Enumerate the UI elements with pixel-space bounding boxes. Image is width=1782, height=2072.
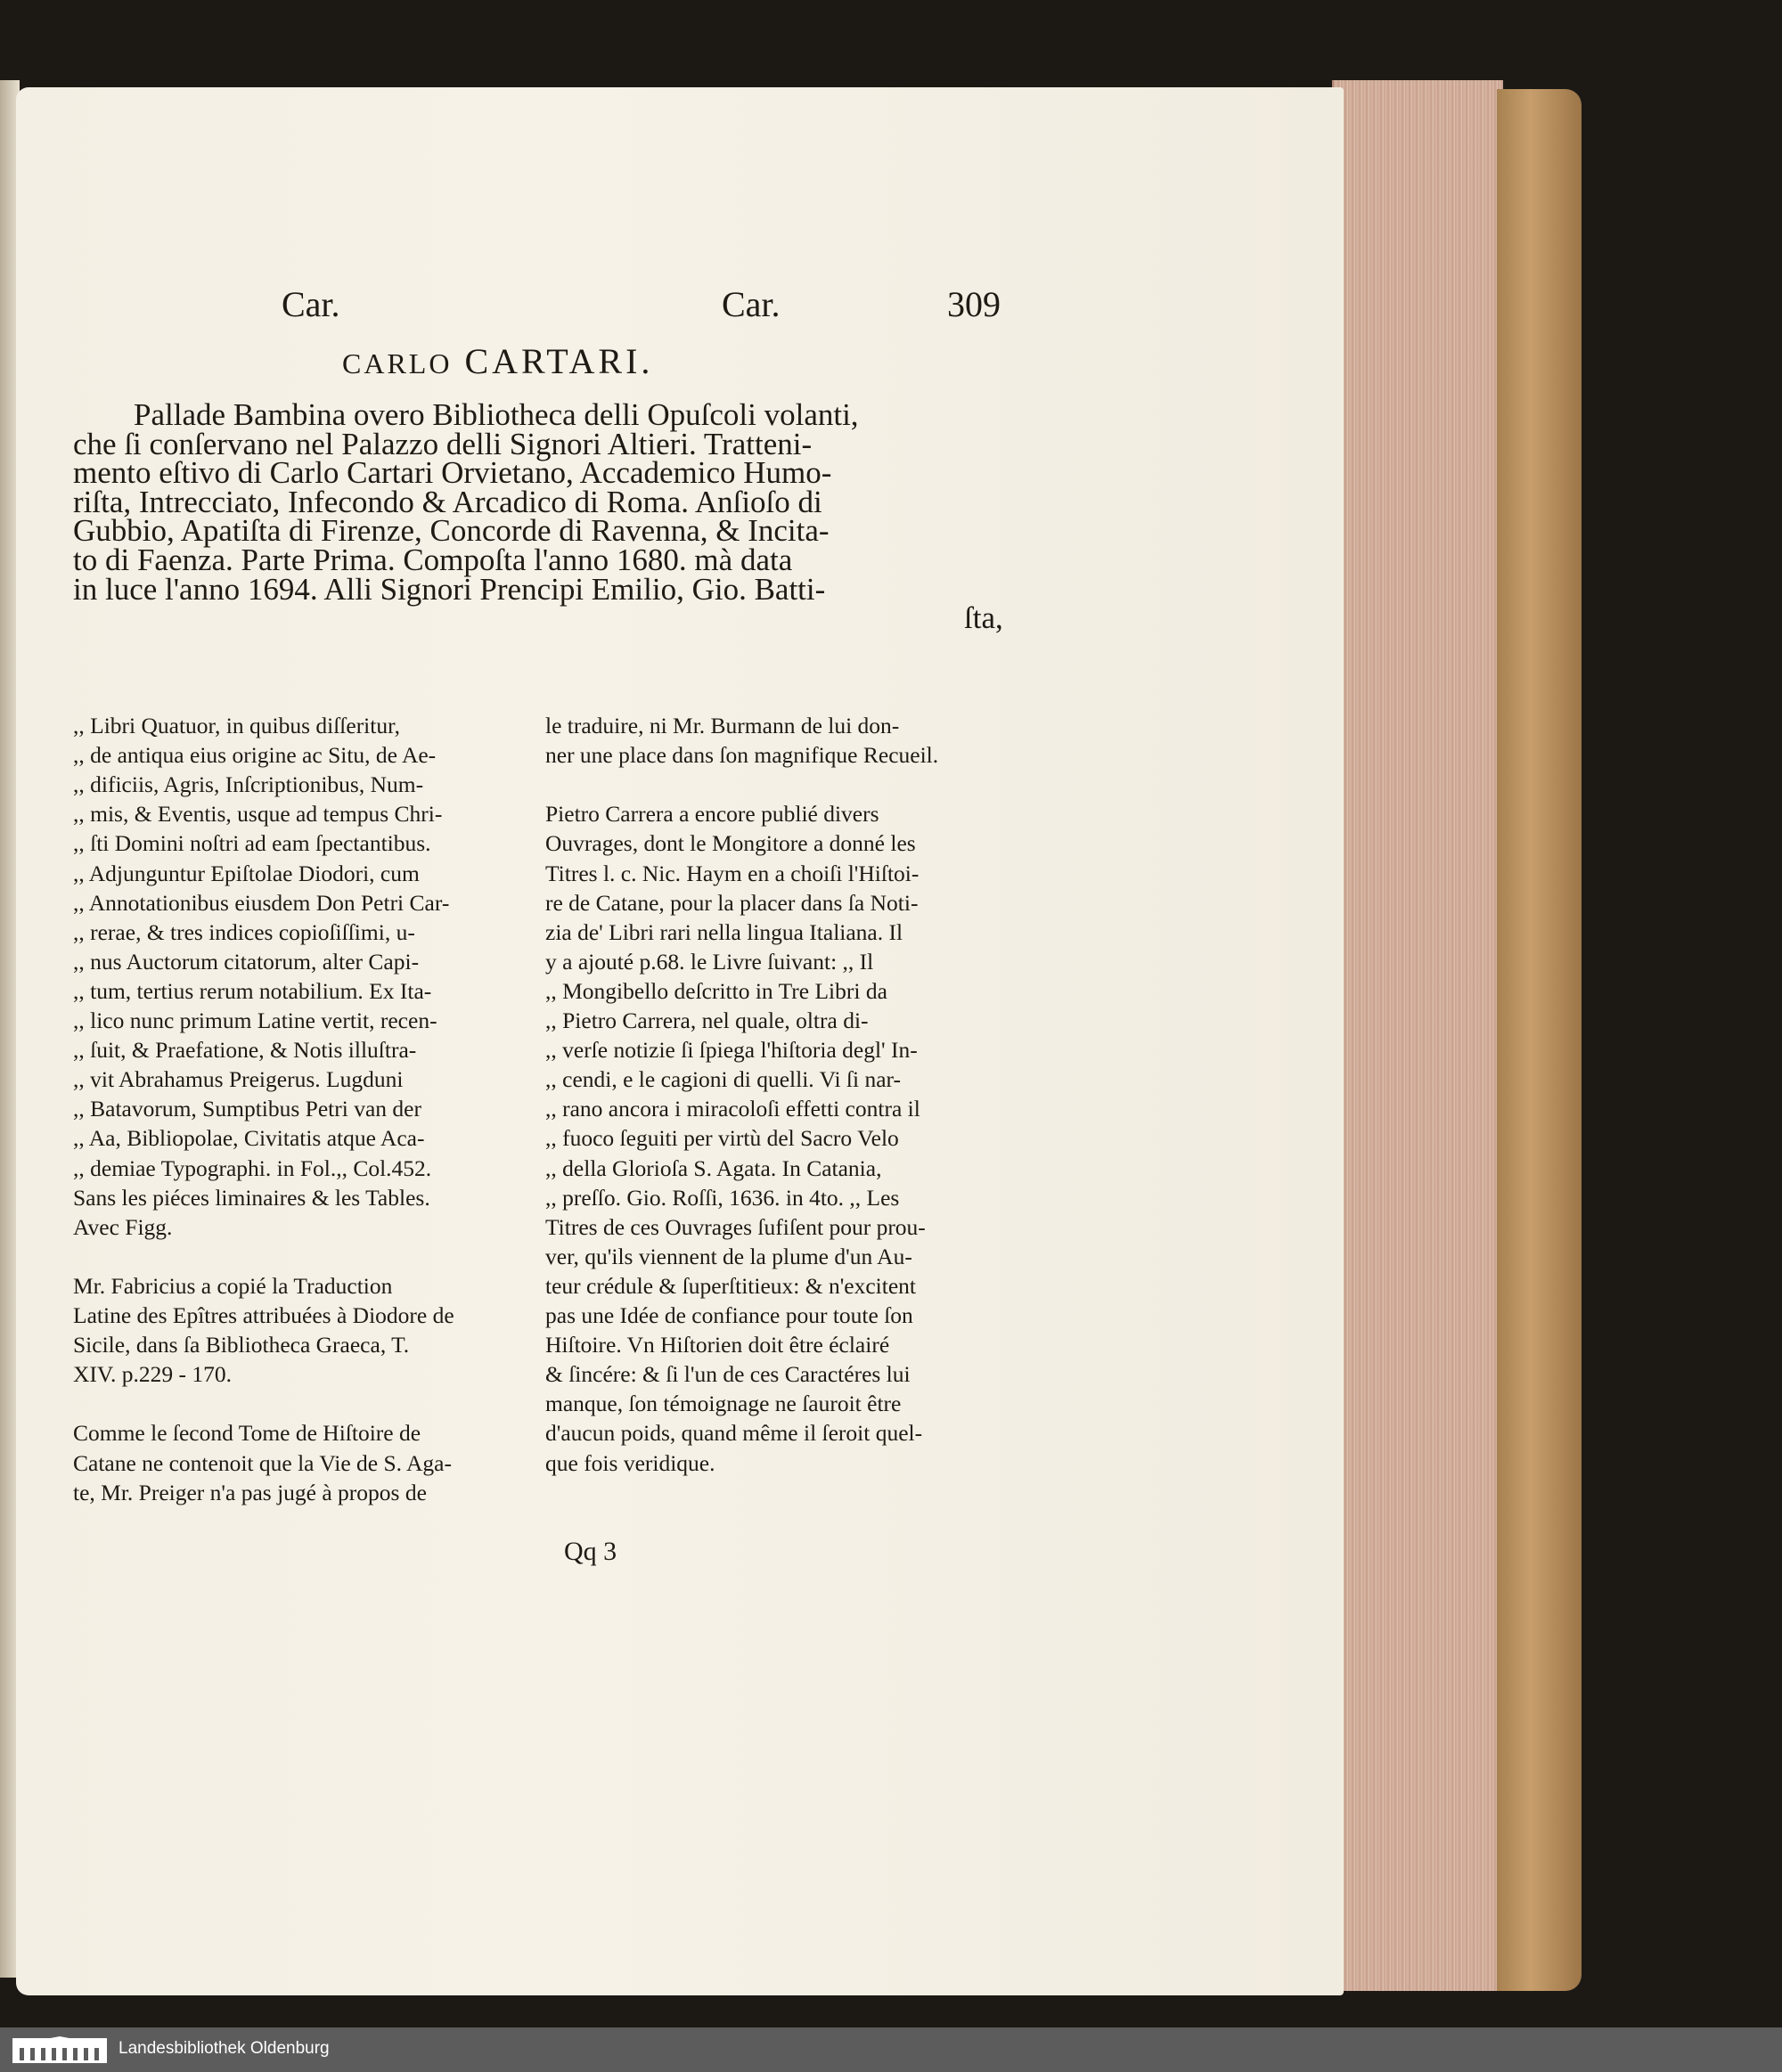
right-column-line: ,, cendi, e le cagioni di quelli. Vi ſi nar- — [545, 1066, 901, 1093]
left-column-line: XIV. p.229 - 170. — [73, 1361, 233, 1388]
right-column-line: ,, fuoco ſeguiti per virtù del Sacro Velo — [545, 1125, 899, 1152]
right-column-line: ,, rano ancora i miracoloſi effetti contra il — [545, 1096, 920, 1122]
right-column-line: re de Catane, pour la placer dans ſa Noti- — [545, 889, 919, 916]
right-column-line: ,, Mongibello deſcritto in Tre Libri da — [545, 977, 887, 1004]
left-column-line: Sicile, dans ſa Bibliotheca Graeca, T. — [73, 1332, 410, 1358]
right-column-line: d'aucun poids, quand même il ſeroit quel- — [545, 1420, 923, 1447]
left-column-line: te, Mr. Preiger n'a pas jugé à propos de — [73, 1479, 427, 1505]
left-column-line: ,, nus Auctorum citatorum, alter Capi- — [73, 948, 420, 975]
right-column-line: ,, Pietro Carrera, nel quale, oltra di- — [545, 1007, 869, 1033]
left-column-line: Catane ne contenoit que la Vie de S. Aga- — [73, 1449, 452, 1476]
main-text-line: in luce l'anno 1694. Alli Signori Prencipi Emilio, Gio. Batti- — [73, 571, 826, 607]
right-column-line: ,, della Glorioſa S. Agata. In Catania, — [545, 1154, 882, 1181]
running-head-center: Car. — [722, 284, 781, 324]
left-column-line: ,, rerae, & tres indices copioſiſſimi, u- — [73, 918, 415, 945]
left-column-line: Comme le ſecond Tome de Hiſtoire de — [73, 1420, 421, 1447]
left-column-line: Mr. Fabricius a copié la Traduction — [73, 1272, 393, 1299]
left-column-line: ,, Batavorum, Sumptibus Petri van der — [73, 1096, 421, 1122]
page-fore-edge — [1332, 80, 1503, 1991]
main-text-line: riſta, Intrecciato, Infecondo & Arcadico di Roma. Anſioſo di — [73, 484, 822, 519]
left-column-line: ,, Adjunguntur Epiſtolae Diodori, cum — [73, 860, 420, 886]
main-text-line: Pallade Bambina overo Bibliotheca delli Opuſcoli volanti, — [134, 397, 859, 432]
entry-title — [342, 340, 653, 382]
right-column-line: teur crédule & ſuperſtitieux: & n'excitent — [545, 1272, 916, 1299]
right-column-line: ,, verſe notizie ſi ſpiega l'hiſtoria degl' In- — [545, 1037, 918, 1064]
right-column-line: Titres l. c. Nic. Haym en a choiſi l'Hiſtoi- — [545, 860, 920, 886]
right-column-line: Ouvrages, dont le Mongitore a donné les — [545, 830, 916, 857]
footer-label: Landesbibliothek Oldenburg — [119, 2039, 330, 2058]
footer-bar — [0, 2027, 1782, 2072]
right-column-line: y a ajouté p.68. le Livre ſuivant: ,, Il — [545, 948, 874, 975]
title-first-name: CARLO — [342, 347, 453, 379]
signature-mark: Qq 3 — [564, 1537, 617, 1566]
right-column-line: Pietro Carrera a encore publié divers — [545, 801, 879, 828]
right-column-line: ,, preſſo. Gio. Roſſi, 1636. in 4to. ,, Les — [545, 1184, 900, 1211]
left-column-line: ,, demiae Typographi. in Fol.,, Col.452. — [73, 1154, 432, 1181]
page-number: 309 — [947, 284, 1001, 324]
left-column-line: ,, ſti Domini noſtri ad eam ſpectantibus. — [73, 830, 431, 857]
main-text-line: che ſi conſervano nel Palazzo delli Signori Altieri. Tratteni- — [73, 426, 813, 461]
left-column-line: ,, lico nunc primum Latine vertit, recen- — [73, 1007, 437, 1033]
main-text-line: to di Faenza. Parte Prima. Compoſta l'anno 1680. mà data — [73, 542, 793, 577]
main-text-line: ſta, — [964, 600, 1003, 636]
right-column-line: manque, ſon témoignage ne ſauroit être — [545, 1391, 902, 1417]
book-cover-edge — [1497, 89, 1582, 1991]
right-column-line: zia de' Libri rari nella lingua Italiana. Il — [545, 918, 903, 945]
left-column-line: ,, de antiqua eius origine ac Situ, de Ae- — [73, 742, 437, 769]
right-column-line: ner une place dans ſon magnifique Recueil. — [545, 742, 939, 769]
left-column-line: ,, Aa, Bibliopolae, Civitatis atque Aca- — [73, 1125, 425, 1152]
running-head-left: Car. — [282, 284, 340, 324]
left-column-line: ,, tum, tertius rerum notabilium. Ex Ita- — [73, 977, 432, 1004]
left-column-line: ,, mis, & Eventis, usque ad tempus Chri- — [73, 801, 443, 828]
left-column-line: ,, ſuit, & Praefatione, & Notis illuſtra- — [73, 1037, 417, 1064]
title-last-name: CARTARI. — [464, 341, 654, 381]
left-column-line: ,, Libri Quatuor, in quibus diſſeritur, — [73, 713, 400, 738]
right-column-line: que fois veridique. — [545, 1449, 715, 1476]
left-column-line: Sans les piéces liminaires & les Tables. — [73, 1184, 430, 1211]
main-text-line: Gubbio, Apatiſta di Firenze, Concorde di Ravenna, & Incita- — [73, 513, 830, 549]
right-column-line: & ſincére: & ſi l'un de ces Caractéres lui — [545, 1361, 911, 1388]
left-column-line: ,, Annotationibus eiusdem Don Petri Car- — [73, 889, 450, 916]
left-column-line: ,, dificiis, Agris, Inſcriptionibus, Num- — [73, 771, 424, 798]
left-column-line: Avec Figg. — [73, 1213, 173, 1240]
library-building-icon — [11, 2035, 109, 2065]
right-column-line: ver, qu'ils viennent de la plume d'un Au- — [545, 1243, 912, 1269]
right-column-line: pas une Idée de confiance pour toute ſon — [545, 1302, 913, 1328]
main-text-line: mento eſtivo di Carlo Cartari Orvietano, Accademico Humo- — [73, 455, 832, 491]
left-column-line: ,, vit Abrahamus Preigerus. Lugduni — [73, 1066, 404, 1093]
right-column-line: le traduire, ni Mr. Burmann de lui don- — [545, 713, 900, 738]
left-column-line: Latine des Epîtres attribuées à Diodore de — [73, 1302, 454, 1328]
right-column-line: Hiſtoire. Vn Hiſtorien doit être éclairé — [545, 1332, 890, 1358]
right-column-line: Titres de ces Ouvrages ſufiſent pour prou- — [545, 1213, 926, 1240]
